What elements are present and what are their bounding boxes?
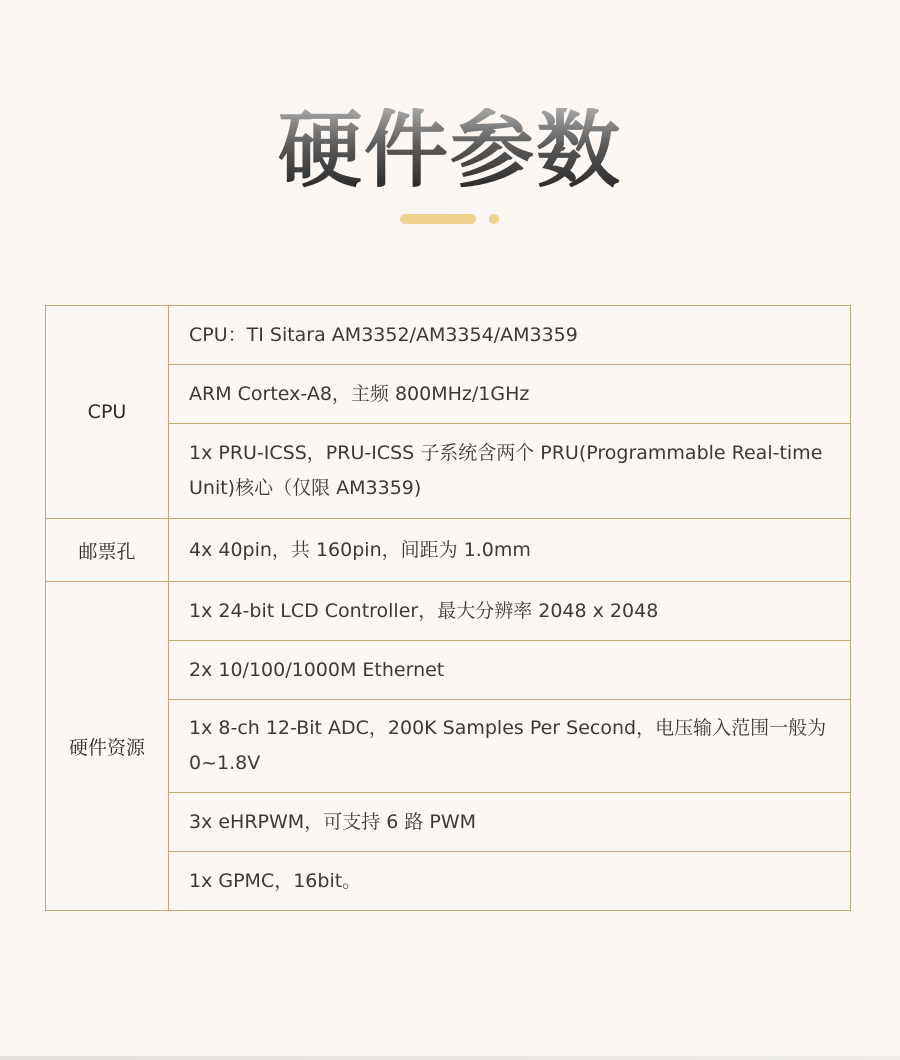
param-cell: CPU：TI Sitara AM3352/AM3354/AM3359 [169, 306, 851, 365]
hardware-params-table [45, 305, 851, 911]
table-row [46, 582, 851, 641]
underline-dot [489, 214, 499, 224]
param-cell: 1x 24-bit LCD Controller，最大分辨率 2048 x 2048 [169, 582, 851, 641]
param-cell: 2x 10/100/1000M Ethernet [169, 641, 851, 700]
param-cell: 1x PRU-ICSS，PRU-ICSS 子系统含两个 PRU(Programmable Real-time Unit)核心（仅限 AM3359) [169, 424, 851, 519]
category-stamp-holes: 邮票孔 [46, 519, 169, 582]
param-cell: 1x 8-ch 12-Bit ADC，200K Samples Per Second，电压输入范围一般为 0~1.8V [169, 700, 851, 793]
param-cell: 4x 40pin，共 160pin，间距为 1.0mm [169, 519, 851, 582]
category-cpu: CPU [46, 306, 169, 519]
page-title: 硬件参数 [0, 108, 900, 192]
underline-bar [400, 214, 476, 224]
param-cell: 3x eHRPWM，可支持 6 路 PWM [169, 793, 851, 852]
category-hardware-resources: 硬件资源 [46, 582, 169, 911]
bottom-divider [0, 1056, 900, 1060]
table-row [46, 519, 851, 582]
param-cell: ARM Cortex-A8，主频 800MHz/1GHz [169, 365, 851, 424]
table-row [46, 306, 851, 365]
param-cell: 1x GPMC，16bit。 [169, 852, 851, 911]
